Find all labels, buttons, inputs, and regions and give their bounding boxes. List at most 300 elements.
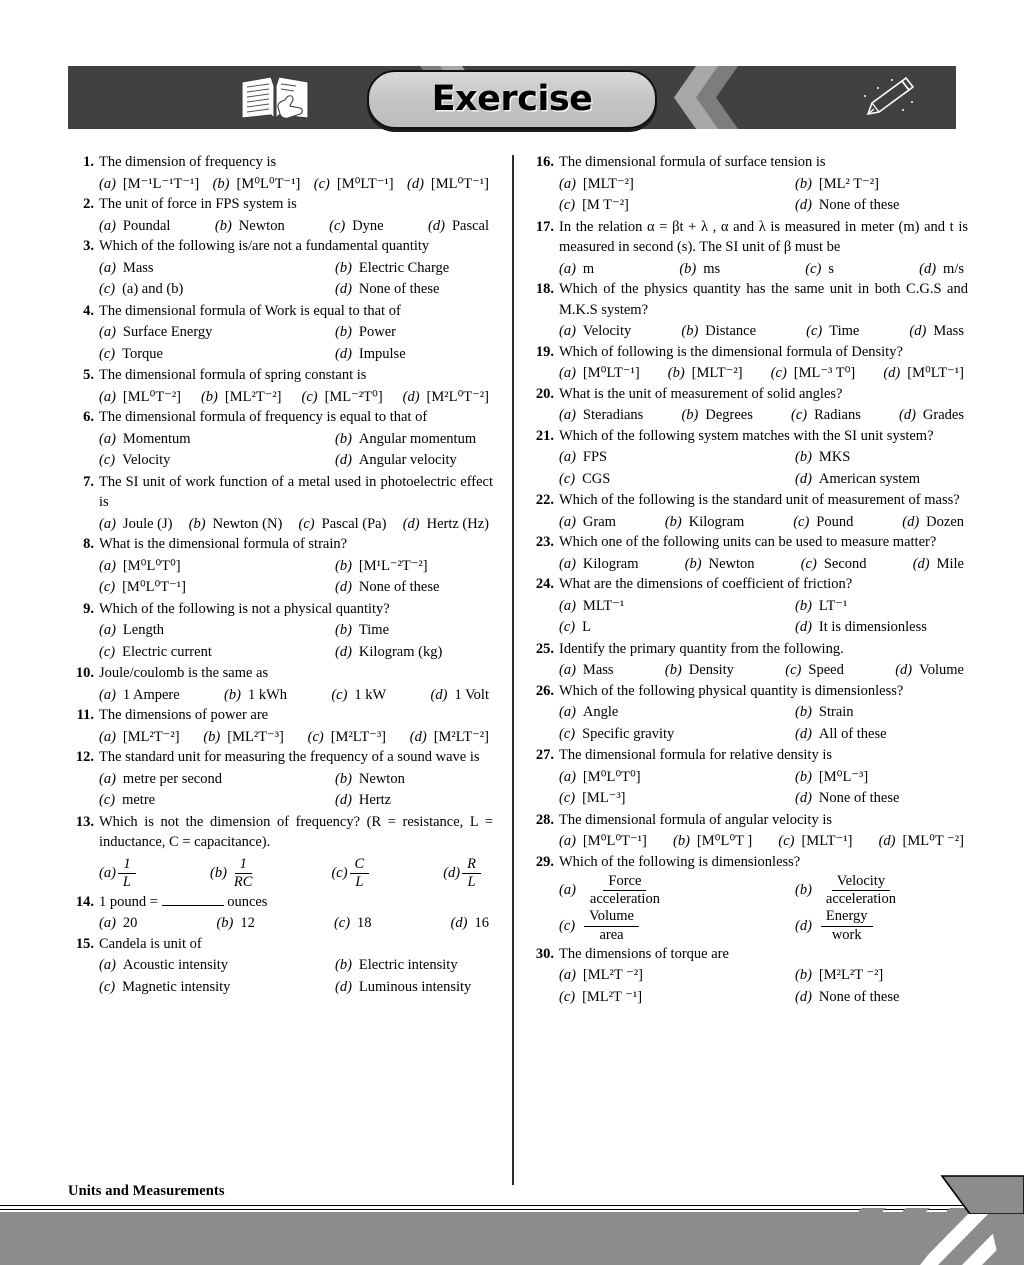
option-text: [MLT⁻¹] — [801, 833, 853, 849]
option-label: (a) — [99, 175, 116, 192]
fraction-numerator: C — [350, 857, 370, 874]
option-text: Angle — [582, 704, 619, 720]
option[interactable] — [99, 429, 335, 450]
option-label: (a) — [559, 662, 576, 678]
question-number: 21. — [535, 427, 554, 444]
option[interactable] — [335, 620, 389, 641]
option[interactable] — [335, 769, 405, 790]
option-text: Electric current — [122, 643, 212, 660]
option[interactable] — [559, 363, 640, 384]
option[interactable] — [806, 321, 859, 342]
option-text: Electric intensity — [358, 957, 458, 974]
option-label: (b) — [210, 864, 227, 881]
option[interactable] — [99, 769, 335, 790]
option-row — [99, 387, 493, 408]
option[interactable] — [301, 387, 382, 408]
option-label: (a) — [99, 217, 116, 234]
fraction — [350, 857, 370, 890]
option[interactable] — [795, 702, 854, 723]
option-text: Newton — [358, 770, 405, 787]
option[interactable] — [334, 913, 372, 934]
option[interactable] — [99, 450, 335, 471]
option[interactable] — [909, 321, 964, 342]
option-label: (b) — [214, 217, 232, 234]
option[interactable] — [335, 955, 458, 976]
option-row — [559, 909, 968, 942]
option-label: (d) — [878, 833, 896, 849]
option-row — [99, 577, 493, 598]
option[interactable] — [795, 724, 887, 745]
option[interactable] — [410, 727, 489, 748]
option-text: [M⁰L⁰T⁻¹] — [236, 175, 301, 192]
option-label: (c) — [329, 217, 346, 234]
option[interactable] — [431, 685, 489, 706]
option[interactable] — [335, 322, 396, 343]
option[interactable] — [99, 344, 335, 365]
option-text: L — [582, 619, 591, 635]
option[interactable] — [203, 727, 284, 748]
option[interactable] — [795, 909, 875, 942]
option[interactable] — [559, 702, 795, 723]
option-text: Poundal — [122, 217, 171, 234]
question-stem: Which of the following is/are not a fundamental quantity — [99, 238, 430, 254]
option-text: [M⁰L⁰T⁰] — [122, 557, 181, 574]
question-number: 24. — [535, 576, 554, 592]
option[interactable] — [559, 724, 795, 745]
option[interactable] — [668, 363, 743, 384]
option[interactable] — [215, 216, 285, 237]
option[interactable] — [559, 660, 614, 681]
option[interactable] — [99, 387, 181, 408]
fraction-denominator: L — [355, 873, 364, 890]
option[interactable] — [778, 831, 852, 852]
question-number: 5. — [83, 367, 94, 383]
option-label: (c) — [313, 175, 330, 192]
question-column-right — [528, 152, 968, 1008]
option[interactable] — [679, 259, 720, 280]
option-text: Impulse — [358, 345, 406, 362]
option[interactable] — [673, 831, 752, 852]
option[interactable] — [559, 174, 795, 195]
option[interactable] — [335, 344, 406, 365]
option-label: (b) — [795, 704, 812, 720]
question-stem: Joule/coulomb is the same as — [99, 665, 269, 681]
option-grid — [559, 702, 968, 744]
question-stem: Which of the following system matches with the SI unit system? — [559, 427, 934, 444]
option-text: m/s — [943, 260, 964, 277]
option-label: (b) — [335, 430, 352, 447]
question-stem: 1 pound = ounces — [99, 893, 268, 910]
option-label: (c) — [559, 917, 576, 934]
option-text: Steradians — [582, 407, 644, 423]
option-label: (c) — [99, 345, 116, 362]
option[interactable] — [559, 788, 795, 809]
option[interactable] — [451, 913, 489, 934]
option[interactable] — [559, 987, 795, 1008]
option-text: 1 Ampere — [122, 686, 180, 703]
option-label: (b) — [335, 622, 352, 638]
option-text: Degrees — [705, 407, 753, 423]
option-text: Time — [829, 323, 860, 339]
option-text: American system — [818, 470, 920, 487]
option-label: (d) — [883, 365, 901, 381]
option-row — [99, 174, 493, 195]
option[interactable] — [895, 660, 964, 681]
option[interactable] — [559, 447, 795, 468]
option-text: [ML²T⁻²] — [122, 728, 180, 745]
option[interactable] — [685, 554, 755, 575]
option[interactable] — [99, 556, 335, 577]
option[interactable] — [99, 955, 335, 976]
option-label: (d) — [335, 345, 352, 362]
fill-blank[interactable] — [162, 905, 224, 906]
question-item — [528, 384, 968, 405]
option[interactable] — [335, 790, 391, 811]
option[interactable] — [559, 909, 795, 942]
option-row — [559, 788, 968, 809]
option-text: Time — [358, 622, 390, 638]
option[interactable] — [299, 514, 387, 535]
option[interactable] — [335, 642, 442, 663]
option-text: [ML⁻³] — [582, 790, 626, 806]
option-label: (c) — [333, 915, 351, 932]
option[interactable] — [559, 831, 647, 852]
option[interactable] — [559, 767, 795, 788]
option-label: (b) — [679, 260, 697, 277]
question-number: 14. — [75, 893, 94, 910]
option-grid — [99, 387, 493, 408]
option[interactable] — [403, 387, 489, 408]
option-label: (a) — [559, 513, 576, 530]
option[interactable] — [801, 554, 867, 575]
option-text: [M⁻¹L⁻¹T⁻¹] — [122, 175, 200, 192]
option-text: Mile — [936, 555, 964, 572]
option-label: (a) — [99, 324, 116, 340]
option-text: Pascal — [451, 217, 489, 234]
option-text: Pound — [816, 513, 854, 530]
option[interactable] — [902, 512, 964, 533]
option-row — [559, 447, 968, 468]
option-text: Hertz — [358, 792, 392, 808]
option-label: (c) — [793, 513, 810, 530]
option-text: Luminous intensity — [358, 978, 472, 995]
option[interactable] — [314, 174, 394, 195]
option-label: (b) — [335, 957, 352, 974]
option-label: (b) — [684, 555, 702, 572]
question-item — [528, 944, 968, 965]
fraction-numerator: 1 — [118, 857, 135, 874]
option-row — [99, 322, 493, 343]
question-stem: Which one of the following units can be used to measure matter? — [559, 534, 937, 550]
option-row — [559, 259, 968, 280]
option[interactable] — [795, 174, 879, 195]
option-label: (d) — [795, 725, 812, 742]
option[interactable] — [665, 660, 734, 681]
option-grid — [559, 512, 968, 533]
option[interactable] — [189, 514, 283, 535]
option-text: 1 Volt — [454, 686, 489, 703]
question-number: 28. — [535, 811, 554, 828]
option[interactable] — [99, 258, 335, 279]
option[interactable] — [99, 977, 335, 998]
option[interactable] — [559, 596, 795, 617]
option[interactable] — [335, 977, 471, 998]
option-label: (d) — [335, 579, 352, 595]
question-item — [528, 217, 968, 258]
option-label: (a) — [559, 704, 576, 720]
option-label: (d) — [406, 175, 424, 192]
question-number: 26. — [535, 682, 554, 699]
option[interactable] — [213, 174, 301, 195]
option-text: None of these — [358, 281, 440, 297]
question-stem: The dimensional formula for relative density is — [559, 747, 833, 763]
question-stem: Which of the following physical quantity is dimensionless? — [559, 682, 904, 699]
option-label: (d) — [409, 728, 427, 745]
option-text: All of these — [818, 725, 887, 742]
option-row — [99, 913, 493, 934]
option[interactable] — [335, 556, 428, 577]
option[interactable] — [681, 321, 756, 342]
option-label: (c) — [806, 323, 823, 339]
option[interactable] — [335, 258, 449, 279]
option[interactable] — [403, 514, 489, 535]
question-stem: The dimensional formula of spring constant is — [99, 367, 367, 383]
option-text: MKS — [818, 449, 851, 465]
option[interactable] — [795, 195, 899, 216]
footer-chapter-title: Units and Measurements — [68, 1183, 225, 1199]
option-text: Strain — [818, 704, 854, 720]
option-label: (c) — [331, 864, 348, 881]
option[interactable] — [559, 259, 594, 280]
option[interactable] — [99, 857, 138, 890]
option[interactable] — [99, 577, 335, 598]
option-row — [99, 344, 493, 365]
option[interactable] — [795, 767, 868, 788]
option-row — [99, 685, 493, 706]
option[interactable] — [99, 727, 180, 748]
question-item — [528, 342, 968, 363]
option-label: (d) — [402, 388, 420, 405]
option-row — [559, 469, 968, 490]
option[interactable] — [559, 617, 795, 638]
option[interactable] — [99, 279, 335, 300]
option[interactable] — [795, 617, 927, 638]
option-text: [M⁰L⁰T⁻¹] — [582, 833, 647, 849]
question-stem: The dimensional formula of frequency is equal to that of — [99, 409, 428, 425]
option[interactable] — [559, 965, 795, 986]
question-item — [528, 279, 968, 320]
option[interactable] — [879, 831, 964, 852]
option-label: (d) — [335, 792, 352, 808]
option-text: Momentum — [122, 430, 191, 447]
fraction-denominator: acceleration — [589, 891, 660, 908]
option-text: [M⁰L⁰T⁰] — [582, 768, 641, 785]
option-row — [99, 620, 493, 641]
option-row — [559, 831, 968, 852]
fraction-numerator: R — [462, 857, 481, 874]
option[interactable] — [99, 790, 335, 811]
question-number: 30. — [535, 945, 554, 962]
option-grid — [559, 596, 968, 638]
option[interactable] — [559, 195, 795, 216]
option[interactable] — [99, 620, 335, 641]
option[interactable] — [913, 554, 964, 575]
option-label: (a) — [99, 557, 116, 574]
option-row — [559, 195, 968, 216]
question-item — [68, 407, 493, 428]
question-item — [68, 301, 493, 322]
option[interactable] — [795, 987, 899, 1008]
option[interactable] — [795, 788, 899, 809]
option-label: (c) — [331, 686, 348, 703]
option[interactable] — [681, 405, 752, 426]
option[interactable] — [201, 387, 282, 408]
option-row — [559, 617, 968, 638]
option[interactable] — [99, 216, 170, 237]
option[interactable] — [665, 512, 745, 533]
option[interactable] — [791, 405, 861, 426]
option-label: (b) — [664, 662, 682, 678]
question-stem: The SI unit of work function of a metal used in photoelectric effect is — [99, 473, 493, 510]
question-item — [68, 663, 493, 684]
option-label: (d) — [335, 643, 352, 660]
option[interactable] — [99, 174, 199, 195]
option-text: Newton — [238, 217, 285, 234]
question-number: 29. — [535, 853, 554, 870]
option-grid — [559, 174, 968, 216]
option-label: (b) — [795, 967, 812, 984]
option[interactable] — [559, 874, 795, 907]
option[interactable] — [335, 577, 439, 598]
option[interactable] — [335, 429, 476, 450]
option-label: (b) — [335, 557, 352, 574]
question-number: 19. — [535, 343, 554, 360]
option-label: (c) — [99, 452, 116, 468]
option[interactable] — [331, 685, 386, 706]
option-text: None of these — [818, 988, 900, 1005]
option-label: (c) — [559, 197, 576, 213]
option-label: (a) — [99, 515, 116, 532]
question-number: 1. — [83, 154, 94, 170]
option-text: [MLT⁻²] — [691, 365, 743, 381]
question-number: 13. — [75, 813, 94, 830]
option[interactable] — [335, 279, 439, 300]
option[interactable] — [899, 405, 964, 426]
option[interactable] — [795, 965, 883, 986]
option[interactable] — [216, 913, 254, 934]
option[interactable] — [795, 874, 903, 907]
question-number: 10. — [75, 665, 94, 681]
question-stem: Which of the following is the standard unit of measurement of mass? — [559, 492, 960, 508]
question-column-left — [68, 152, 493, 998]
footer-decoration — [0, 1208, 1024, 1265]
option[interactable] — [329, 216, 384, 237]
option[interactable] — [771, 363, 856, 384]
option-row — [559, 660, 968, 681]
option-label: (d) — [795, 917, 812, 934]
option-grid — [99, 514, 493, 535]
option[interactable] — [331, 857, 371, 890]
option-text: Volume — [919, 662, 964, 678]
question-number: 20. — [535, 385, 554, 402]
option-grid — [99, 727, 493, 748]
option[interactable] — [795, 596, 847, 617]
option[interactable] — [308, 727, 386, 748]
option[interactable] — [99, 642, 335, 663]
option-text: Angular momentum — [358, 430, 477, 447]
option[interactable] — [559, 321, 631, 342]
option[interactable] — [795, 469, 920, 490]
option-label: (a) — [99, 770, 116, 787]
option[interactable] — [99, 685, 180, 706]
question-item — [68, 599, 493, 620]
option-text: 20 — [122, 915, 138, 932]
option[interactable] — [443, 857, 483, 890]
option-text: [M²LT⁻³] — [330, 728, 386, 745]
option[interactable] — [805, 259, 834, 280]
option-label: (a) — [559, 768, 576, 785]
option-row — [99, 556, 493, 577]
option[interactable] — [883, 363, 964, 384]
option[interactable] — [99, 322, 335, 343]
option-grid — [99, 955, 493, 997]
option-text: 1 kW — [354, 686, 387, 703]
option[interactable] — [224, 685, 287, 706]
option[interactable] — [559, 469, 795, 490]
option-label: (c) — [298, 515, 315, 532]
option-label: (c) — [99, 792, 116, 808]
option-label: (d) — [335, 978, 352, 995]
option[interactable] — [407, 174, 489, 195]
question-stem: What is the dimensional formula of strain? — [99, 536, 348, 552]
option[interactable] — [335, 450, 457, 471]
question-number: 3. — [83, 238, 94, 254]
option-text: [ML²T⁻²] — [224, 388, 282, 405]
fraction-denominator: acceleration — [825, 891, 896, 908]
option[interactable] — [559, 405, 643, 426]
option-label: (c) — [559, 725, 576, 742]
option-row — [559, 321, 968, 342]
option[interactable] — [559, 554, 639, 575]
option-text: Specific gravity — [582, 725, 675, 742]
option[interactable] — [793, 512, 853, 533]
exercise-content — [0, 152, 1024, 1182]
fraction-denominator: area — [599, 926, 624, 943]
option-text: Dyne — [352, 217, 384, 234]
option-label: (b) — [795, 175, 812, 192]
option[interactable] — [559, 512, 616, 533]
option-grid — [559, 447, 968, 489]
option[interactable] — [785, 660, 844, 681]
option-label: (a) — [99, 728, 116, 745]
option-row — [99, 977, 493, 998]
option-label: (a) — [559, 882, 576, 899]
option-grid — [559, 767, 968, 809]
option-grid — [559, 874, 968, 943]
option-label: (a) — [99, 915, 116, 932]
option-label: (d) — [795, 619, 812, 635]
fraction-denominator: work — [831, 926, 862, 943]
question-number: 7. — [83, 473, 94, 490]
option[interactable] — [210, 857, 259, 890]
option[interactable] — [919, 259, 964, 280]
option-label: (c) — [785, 662, 802, 678]
option[interactable] — [428, 216, 489, 237]
fraction-numerator: Force — [603, 874, 646, 891]
option[interactable] — [795, 447, 850, 468]
option[interactable] — [99, 514, 172, 535]
option[interactable] — [99, 913, 137, 934]
